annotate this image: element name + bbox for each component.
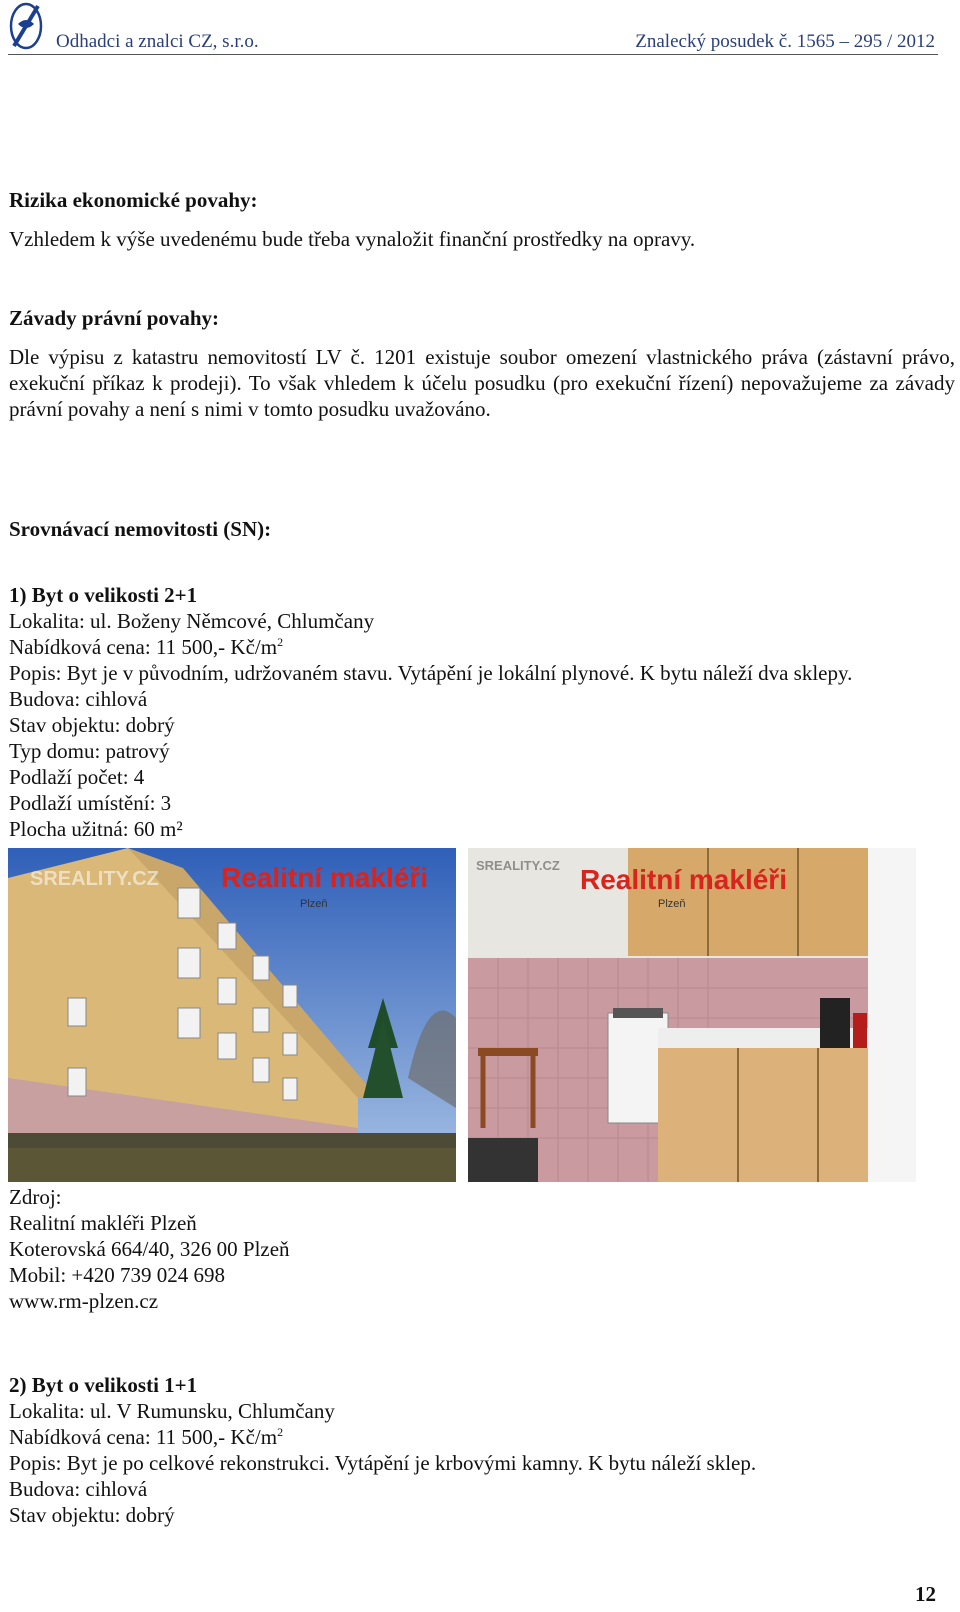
photo1-brand-city: Plzeň bbox=[300, 898, 328, 910]
property1-title: 1) Byt o velikosti 2+1 bbox=[9, 583, 198, 607]
photo2-brand: Realitní makléři bbox=[580, 864, 787, 895]
kitchen-photo bbox=[468, 848, 916, 1182]
property1-description: Popis: Byt je v původním, udržovaném stavu. Vytápění je lokální plynové. K bytu náleží dva sklepy. bbox=[9, 661, 853, 685]
property2-description: Popis: Byt je po celkové rekonstrukci. Vytápění je krbovými kamny. K bytu náleží sklep. bbox=[9, 1451, 757, 1475]
property1-building: Budova: cihlová bbox=[9, 687, 148, 711]
economic-risks-heading: Rizika ekonomické povahy: bbox=[9, 188, 258, 212]
property1-area: Plocha užitná: 60 m² bbox=[9, 817, 183, 841]
building-exterior-photo bbox=[8, 848, 456, 1182]
property2-price: Nabídková cena: 11 500,- $Kč/m^2$ bbox=[9, 1425, 284, 1449]
source-label: Zdroj: bbox=[9, 1185, 62, 1209]
source-website[interactable]: www.rm-plzen.cz bbox=[9, 1289, 159, 1313]
property1-floor-location: Podlaží umístění: 3 bbox=[9, 791, 172, 815]
property2-location: Lokalita: ul. V Rumunsku, Chlumčany bbox=[9, 1399, 335, 1423]
economic-risks-text: Vzhledem k výše uvedenému bude třeba vynaložit finanční prostředky na opravy. bbox=[9, 227, 696, 251]
report-reference: Znalecký posudek č. 1565 – 295 / 2012 bbox=[635, 31, 935, 52]
source-phone: Mobil: +420 739 024 698 bbox=[9, 1263, 226, 1287]
price-unit-exponent: 2 bbox=[277, 635, 284, 649]
photo2-watermark: SREALITY.CZ bbox=[476, 858, 560, 873]
property1-condition: Stav objektu: dobrý bbox=[9, 713, 175, 737]
legal-defects-text: Dle výpisu z katastru nemovitostí LV č. 1201 existuje soubor omezení vlastnického práva (zástavní právo, exekuční příkaz k prodeji). To však vhledem k účelu posudku (pro exekuční řízení) nepovažujeme za závady právní povahy a není s nimi v tomto posudku uvažováno. bbox=[9, 345, 955, 421]
photo2-brand-city: Plzeň bbox=[658, 898, 686, 910]
page-number: 12 bbox=[915, 1582, 936, 1606]
company-name: Odhadci a znalci CZ, s.r.o. bbox=[56, 31, 259, 52]
legal-defects-heading: Závady právní povahy: bbox=[9, 306, 220, 330]
source-agency: Realitní makléři Plzeň bbox=[9, 1211, 197, 1235]
header-rule bbox=[8, 54, 938, 55]
photo1-watermark: SREALITY.CZ bbox=[30, 868, 159, 890]
property1-price: Nabídková cena: 11 500,- $Kč/m^2$ bbox=[9, 635, 284, 659]
property2-title: 2) Byt o velikosti 1+1 bbox=[9, 1373, 198, 1397]
property1-house-type: Typ domu: patrový bbox=[9, 739, 170, 763]
property2-condition: Stav objektu: dobrý bbox=[9, 1503, 175, 1527]
property2-building: Budova: cihlová bbox=[9, 1477, 148, 1501]
photo1-brand: Realitní makléři bbox=[221, 862, 428, 893]
company-logo bbox=[8, 2, 44, 52]
comparables-heading: Srovnávací nemovitosti (SN): bbox=[9, 517, 272, 541]
price-unit-exponent: 2 bbox=[277, 1425, 284, 1439]
property1-floors-count: Podlaží počet: 4 bbox=[9, 765, 145, 789]
property1-location: Lokalita: ul. Boženy Němcové, Chlumčany bbox=[9, 609, 375, 633]
source-address: Koterovská 664/40, 326 00 Plzeň bbox=[9, 1237, 290, 1261]
